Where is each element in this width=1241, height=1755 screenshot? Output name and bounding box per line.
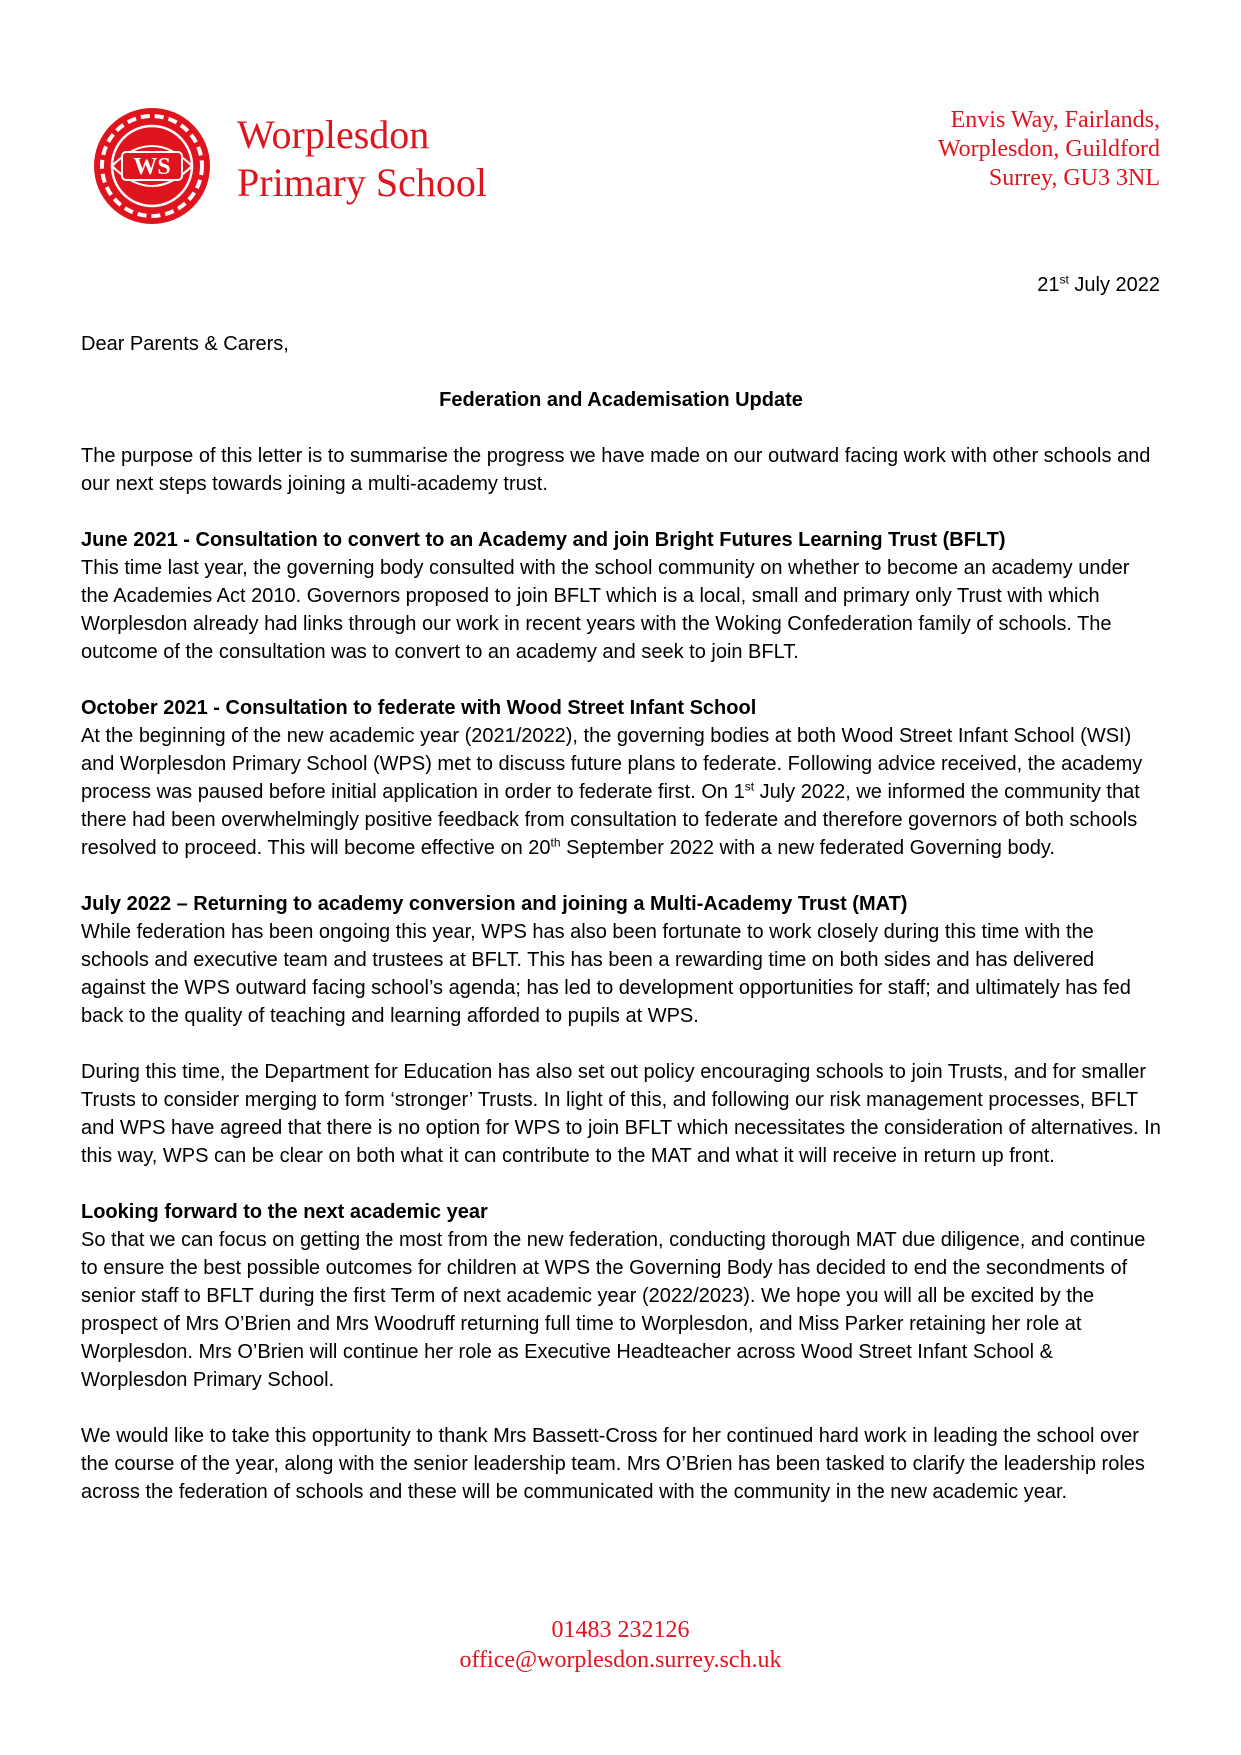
intro-paragraph: The purpose of this letter is to summarise the progress we have made on our outward facing work with other schools and our next steps towards joining a multi-academy trust.	[81, 445, 1151, 495]
school-address	[938, 106, 1160, 193]
greeting: Dear Parents & Carers,	[81, 333, 289, 355]
section-heading: June 2021 - Consultation to convert to an Academy and join Bright Futures Learning Trust (BFLT)	[81, 529, 1006, 551]
address-line: Envis Way, Fairlands,	[950, 107, 1160, 133]
section-paragraph: At the beginning of the new academic year (2021/2022), the governing bodies at both Wood Street Infant School (WSI) and Worplesdon Primary School (WPS) met to discuss future plans to federate. Following advice received, the academy process was paused before initial application in order to federate first. On 1st July 2022, we informed the community that there had been overwhelmingly positive feedback from consultation to federate and therefore governors of both schools resolved to proceed. This will become effective on 20th September 2022 with a new federated Governing body.	[81, 725, 1143, 859]
section-heading: October 2021 - Consultation to federate with Wood Street Infant School	[81, 697, 757, 719]
section-heading: Looking forward to the next academic year	[81, 1201, 488, 1223]
section-paragraph: This time last year, the governing body consulted with the school community on whether to become an academy under the Academies Act 2010. Governors proposed to join BFLT which is a local, small and primary only Trust with which Worplesdon already had links through our work in recent years with the Woking Confederation family of schools. The outcome of the consultation was to convert to an academy and seek to join BFLT.	[81, 557, 1130, 663]
school-name-line2: Primary School	[237, 160, 487, 205]
section-heading: July 2022 – Returning to academy conversion and joining a Multi-Academy Trust (MAT)	[81, 893, 908, 915]
school-name	[237, 111, 487, 207]
school-name-line1: Worplesdon	[237, 112, 430, 157]
letter-date: 21st July 2022	[1037, 272, 1160, 296]
svg-text:WS: WS	[133, 154, 171, 180]
address-line: Worplesdon, Guildford	[937, 136, 1160, 162]
letter-title: Federation and Academisation Update	[439, 389, 803, 411]
address-line: Surrey, GU3 3NL	[988, 165, 1160, 191]
school-crest-icon	[92, 106, 212, 226]
section-paragraph: During this time, the Department for Education has also set out policy encouraging schools to join Trusts, and for smaller Trusts to consider merging to form ‘stronger’ Trusts. In light of this, and following our risk management processes, BFLT and WPS have agreed that there is no option for WPS to join BFLT which necessitates the consideration of alternatives. In this way, WPS can be clear on both what it can contribute to the MAT and what it will receive in return up front.	[81, 1061, 1161, 1167]
section-paragraph: So that we can focus on getting the most from the new federation, conducting thorough MAT due diligence, and continue to ensure the best possible outcomes for children at WPS the Governing Body has decided to end the secondments of senior staff to BFLT during the first Term of next academic year (2022/2023). We hope you will all be excited by the prospect of Mrs O’Brien and Mrs Woodruff returning full time to Worplesdon, and Miss Parker retaining her role at Worplesdon. Mrs O’Brien will continue her role as Executive Headteacher across Wood Street Infant School & Worplesdon Primary School.	[81, 1229, 1146, 1391]
footer-email: office@worplesdon.surrey.sch.uk	[459, 1647, 782, 1673]
section-paragraph: We would like to take this opportunity to thank Mrs Bassett-Cross for her continued hard work in leading the school over the course of the year, along with the senior leadership team. Mrs O’Brien has been tasked to clarify the leadership roles across the federation of schools and these will be communicated with the community in the new academic year.	[81, 1425, 1145, 1503]
footer-phone: 01483 232126	[551, 1617, 690, 1643]
letter-footer	[0, 1615, 1241, 1675]
letter-body	[81, 330, 1161, 1534]
school-logo	[92, 106, 212, 226]
section-paragraph: While federation has been ongoing this year, WPS has also been fortunate to work closely during this time with the schools and executive team and trustees at BFLT. This has been a rewarding time on both sides and has delivered against the WPS outward facing school’s agenda; has led to development opportunities for staff; and ultimately has fed back to the quality of teaching and learning afforded to pupils at WPS.	[81, 921, 1131, 1027]
